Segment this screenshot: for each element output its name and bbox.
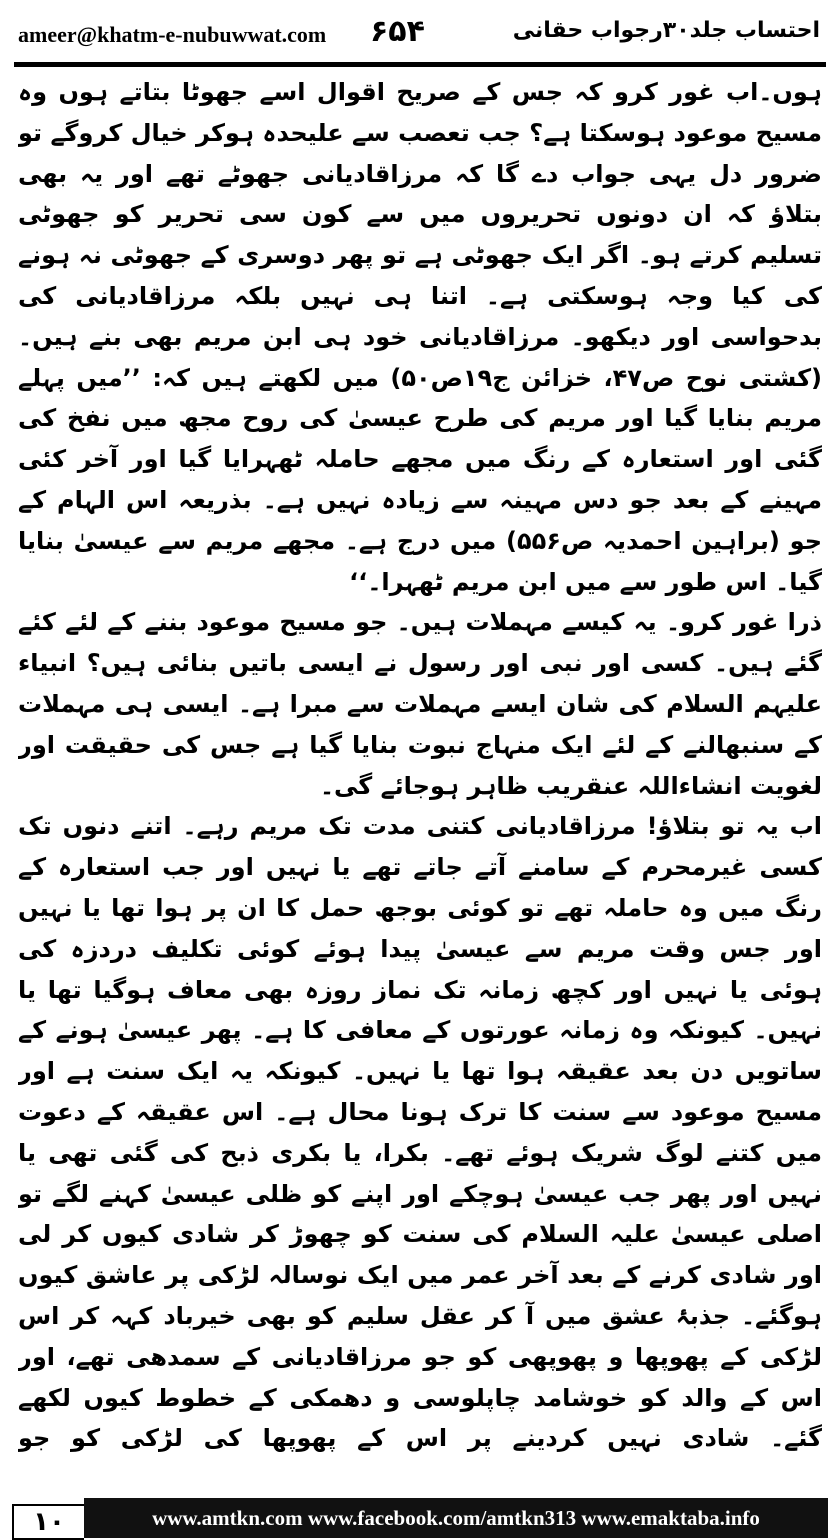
header-rule xyxy=(14,62,826,67)
page-header xyxy=(0,0,840,62)
paragraph-2: ذرا غور کرو۔ یہ کیسے مہملات ہیں۔ جو مسیح موعود بننے کے لئے کئے گئے ہیں۔ کسی اور نبی اور رسول نے ایسی باتیں بنائی ہیں؟ انبیاء علیہم السلام کی شان ایسے مہملات سے مبرا ہے۔ ایسی ہی مہملات کے سنبھالنے کے لئے ایک منہاج نبوت بنایا گیا ہے جس کی حقیقت اور لغویت انشاءاللہ عنقریب ظاہر ہوجائے گی۔ xyxy=(18,608,822,800)
paragraph-3: اب یہ تو بتلاؤ! مرزاقادیانی کتنی مدت تک مریم رہے۔ اتنے دنوں تک کسی غیرمحرم کے سامنے آتے جاتے تھے یا نہیں اور جب استعارہ کے رنگ میں وہ حاملہ تھے تو کوئی بوجھ حمل کا ان پر ہوا تھا یا نہیں اور جس وقت مریم سے عیسیٰ پیدا ہوئے کوئی تکلیف دردزہ کی ہوئی یا نہیں اور کچھ زمانہ تک نماز روزہ بھی معاف ہوگیا تھا یا نہیں۔ کیونکہ وہ زمانہ عورتوں کے معافی کا ہے۔ پھر عیسیٰ ہونے کے ساتویں دن بعد عقیقہ ہوا تھا یا نہیں۔ کیونکہ یہ ایک سنت ہے اور مسیح موعود سے سنت کا ترک ہونا محال ہے۔ اس عقیقہ کے دعوت میں کتنے لوگ شریک ہوئے تھے۔ بکرا، یا بکری ذبح کی گئی تھی یا نہیں اور پھر جب عیسیٰ ہوچکے اور اپنے کو ظلی عیسیٰ کہنے لگے تو اصلی عیسیٰ علیہ السلام کی سنت کو چھوڑ کر شادی کیوں کر لی اور شادی کرنے کے بعد آخر عمر میں ایک نوسالہ لڑکی پر عاشق کیوں ہوگئے۔ جذبۂ عشق میں آ کر عقل سلیم کو بھی خیرباد کہہ کر اس لڑکی کے پھوپھا و پھوپھی کو جو مرزاقادیانی کے سمدھی تھے، اور اس کے والد کو خوشامد چاپلوسی و دھمکی کے خطوط کیوں لکھے گئے۔ شادی نہیں کردینے پر اس کے پھوپھا کی لڑکی کو جو xyxy=(18,812,822,1453)
paragraph-1: ہوں۔اب غور کرو کہ جس کے صریح اقوال اسے جھوٹا بتاتے ہوں وہ مسیح موعود ہوسکتا ہے؟ جب تعصب سے علیحدہ ہوکر خیال کروگے تو ضرور دل یہی جواب دے گا کہ مرزاقادیانی جھوٹے تھے اور یہ بھی بتلاؤ کہ ان دونوں تحریروں میں سے کون سی تحریر کو جھوٹی تسلیم کرتے ہو۔ اگر ایک جھوٹی ہے تو پھر دوسری کے جھوٹی نہ ہونے کی کیا وجہ ہوسکتی ہے۔ اتنا ہی نہیں بلکہ مرزاقادیانی کی بدحواسی اور دیکھو۔ مرزاقادیانی خود ہی ابن مریم بھی بنے ہیں۔ (کشتی نوح ص۴۷، خزائن ج۱۹ص۵۰) میں لکھتے ہیں کہ: ’’میں پہلے مریم بنایا گیا اور مریم کی طرح عیسیٰ کی روح مجھ میں نفخ کی گئی اور استعارہ کے رنگ میں مجھے حاملہ ٹھہرایا گیا اور آخر کئی مہینے کے بعد جو دس مہینہ سے زیادہ نہیں ہے۔ بذریعہ اس الہام کے جو (براہین احمدیہ ص۵۵۶) میں درج ہے۔ مجھے مریم سے عیسیٰ بنایا گیا۔ اس طور سے میں ابن مریم ٹھہرا۔‘‘ xyxy=(18,78,822,596)
page-number: ۶۵۴ xyxy=(370,14,425,49)
footer-links: www.amtkn.com www.facebook.com/amtkn313 www.emaktaba.info xyxy=(84,1498,828,1538)
page-footer xyxy=(0,1480,840,1540)
running-title: احتساب جلد۳۰رجواب حقانی xyxy=(512,18,820,43)
header-email: ameer@khatm-e-nubuwwat.com xyxy=(18,22,327,47)
sheet-number: ۱۰ xyxy=(12,1504,84,1540)
page-body xyxy=(18,72,822,1462)
